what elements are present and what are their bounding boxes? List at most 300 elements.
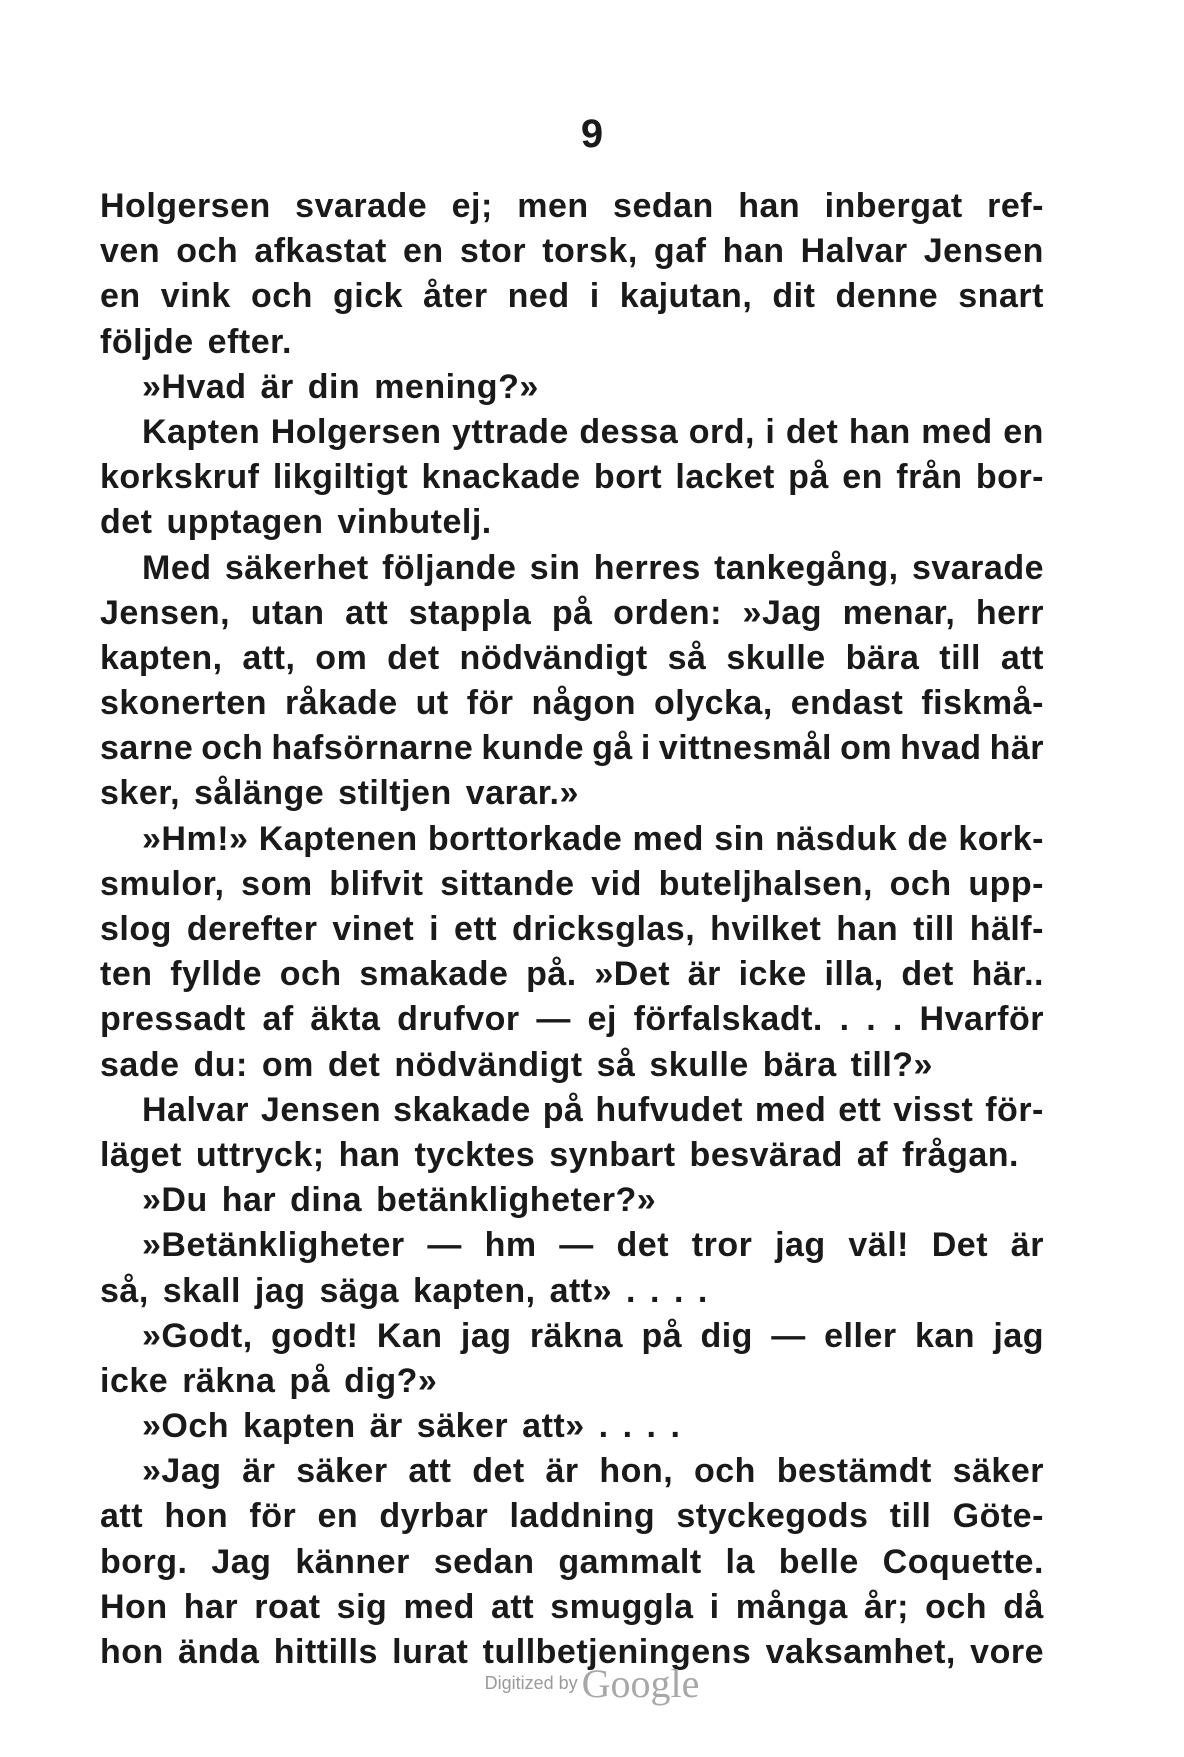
word: olycka, [653, 684, 773, 723]
word: kork- [958, 819, 1044, 858]
word: gaf [653, 232, 707, 271]
word: kajutan, [619, 277, 753, 316]
word: känner [295, 1542, 410, 1581]
word: ej [587, 1000, 617, 1039]
word: sig [336, 1587, 388, 1626]
word: på [788, 458, 829, 497]
word: en [100, 277, 141, 316]
word: slog [100, 910, 172, 948]
word: »Jag [742, 593, 823, 632]
text-line [100, 1404, 1044, 1449]
word: om [840, 729, 893, 768]
word: . [697, 1271, 708, 1310]
word: så [667, 638, 707, 677]
word: herres [593, 548, 701, 587]
word: i [765, 412, 776, 451]
digitized-watermark [0, 1660, 1184, 1707]
word: år; [863, 1587, 909, 1626]
word: med [632, 819, 704, 858]
word: är [545, 1452, 579, 1491]
word: vid [591, 864, 642, 903]
word: säker [296, 1452, 388, 1491]
word: tullbetjeningens [482, 1633, 752, 1671]
word: efter. [207, 322, 292, 361]
word: säker [952, 1452, 1044, 1491]
word: stiltjen [338, 774, 452, 813]
word: sarne [100, 729, 194, 768]
word: »Och [142, 1407, 230, 1446]
word: säker [416, 1407, 509, 1446]
text-line [100, 1043, 1044, 1088]
word: sedan [433, 1542, 535, 1581]
word: det [387, 638, 440, 677]
word: säkerhet [224, 548, 369, 587]
word: vittnesmål [658, 729, 833, 768]
word: illa, [824, 955, 884, 994]
word: ten [100, 955, 153, 994]
word: belle [778, 1542, 859, 1581]
word: och [250, 277, 313, 316]
word: icke [100, 1361, 169, 1400]
word: äkta [310, 1000, 381, 1039]
word: dig?» [344, 1361, 438, 1400]
word: dyrbar [379, 1497, 489, 1536]
word: vinet [332, 910, 415, 948]
word: är [260, 367, 294, 406]
text-line [100, 546, 1044, 591]
word: gå [592, 729, 633, 768]
word: i [429, 910, 440, 948]
word: . [626, 1271, 636, 1310]
word: . [649, 1271, 660, 1310]
word: ej; [451, 187, 493, 225]
word: skakade [393, 1090, 531, 1129]
body-text [100, 184, 1044, 1675]
text-line [100, 1133, 1044, 1178]
word: det [785, 412, 839, 451]
word: skulle [726, 638, 826, 677]
word: om [315, 638, 368, 677]
word: han [338, 1135, 401, 1174]
word: kapten [243, 1407, 356, 1446]
word: förfalskadt. [633, 1000, 823, 1039]
word: råkade [284, 684, 398, 723]
text-line [100, 410, 1044, 455]
text-line [100, 681, 1044, 726]
text-line [100, 1269, 1044, 1314]
word: torsk, [542, 232, 638, 271]
word: bära [845, 638, 920, 677]
word: jag [993, 1316, 1044, 1355]
word: — [559, 1226, 594, 1265]
word: eller [824, 1316, 897, 1355]
word: — [427, 1226, 462, 1265]
word: menar, [842, 593, 956, 632]
word: yttrade [451, 412, 569, 451]
text-line [100, 1540, 1044, 1585]
word: följande [382, 548, 517, 587]
word: till [889, 1497, 932, 1536]
word: tycktes [414, 1135, 536, 1174]
word: »Du [142, 1181, 208, 1220]
word: på [641, 1316, 683, 1355]
word: borttorkade [427, 819, 623, 858]
word: besvärad [689, 1135, 843, 1174]
word: det [100, 503, 153, 542]
word: på [542, 1090, 584, 1129]
word: ven [100, 232, 161, 271]
word: han [738, 187, 801, 225]
word: har [221, 1181, 277, 1220]
word: din [307, 367, 361, 406]
word: derefter [186, 910, 318, 948]
text-line [100, 320, 1044, 365]
word: här [989, 729, 1044, 768]
word: endast [790, 684, 904, 723]
word: dessa [579, 412, 679, 451]
word: gick [333, 277, 404, 316]
word: vink [160, 277, 231, 316]
word: Holgersen [270, 412, 442, 451]
word: läget [100, 1135, 182, 1174]
word: Holgersen [100, 187, 271, 225]
word: likgiltigt [272, 458, 409, 497]
word: styckegods [676, 1497, 869, 1536]
word: så, [100, 1271, 149, 1310]
word: med [921, 412, 993, 451]
word: det [472, 1452, 525, 1491]
word: frågan. [902, 1135, 1019, 1174]
word: upptagen [166, 503, 324, 542]
word: att, [242, 638, 296, 677]
word: »Det [594, 955, 671, 994]
word: säga [319, 1271, 400, 1310]
word: sker, [100, 774, 181, 813]
word: och [925, 1587, 988, 1626]
word: att» [549, 1271, 613, 1310]
word: det [901, 955, 954, 994]
word: här.. [971, 955, 1044, 994]
word: hufvudet [595, 1090, 743, 1129]
word: laddning [509, 1497, 656, 1536]
word: Jag [211, 1542, 272, 1581]
word: snart [958, 277, 1044, 316]
word: dricksglas, [512, 910, 696, 948]
word: knackade [421, 458, 581, 497]
word: dit [772, 277, 816, 316]
word: han [722, 232, 785, 271]
word: nödvändigt [394, 1045, 583, 1084]
word: från [896, 458, 963, 497]
word: af [856, 1135, 889, 1174]
word: ned [507, 277, 570, 316]
word: visst [893, 1090, 974, 1129]
word: en [842, 458, 883, 497]
word: Jensen [923, 232, 1044, 271]
text-line [100, 274, 1044, 319]
google-logo: Google [581, 1661, 700, 1706]
text-line [100, 1359, 1044, 1404]
word: godt! [271, 1316, 359, 1355]
text-line [100, 455, 1044, 500]
word: vaksamhet, [765, 1633, 956, 1671]
text-line [100, 726, 1044, 771]
word: svarade [295, 187, 428, 225]
word: Halvar [142, 1090, 249, 1129]
word: . [646, 1407, 657, 1446]
word: någon [531, 684, 636, 723]
word: då [1003, 1587, 1044, 1626]
word: med [403, 1587, 475, 1626]
word: och [176, 232, 239, 271]
text-line [100, 365, 1044, 410]
word: och [279, 955, 342, 994]
word: skall [162, 1271, 241, 1310]
word: en [402, 232, 444, 271]
word: Coquette. [882, 1542, 1044, 1581]
word: uttryck; [195, 1135, 325, 1174]
word: i [709, 1587, 720, 1626]
word: . [598, 1407, 609, 1446]
word: Kan [376, 1316, 443, 1355]
word: som [241, 864, 313, 903]
word: . [839, 1000, 850, 1039]
word: smakade [359, 955, 509, 994]
text-line [100, 1585, 1044, 1630]
text-line [100, 1088, 1044, 1133]
word: . [866, 1000, 877, 1039]
word: sin [714, 819, 765, 858]
word: . [622, 1407, 633, 1446]
word: sin [529, 548, 581, 587]
word: är [687, 955, 721, 994]
word: sålänge [194, 774, 325, 813]
word: ref- [987, 187, 1044, 225]
word: att [345, 593, 389, 632]
word: buteljhalsen, [658, 864, 873, 903]
word: i [640, 729, 651, 768]
word: korkskruf [100, 458, 260, 497]
word: smuggla [550, 1587, 694, 1626]
digitized-label: Digitized by [484, 1673, 578, 1693]
text-line [100, 1449, 1044, 1494]
word: och [201, 729, 264, 768]
word: du: [193, 1045, 248, 1084]
word: »Hm!» [142, 819, 249, 858]
word: Hon [100, 1587, 168, 1626]
word: — [536, 1000, 571, 1039]
word: . [673, 1271, 684, 1310]
word: att» [522, 1407, 585, 1446]
word: och [693, 1452, 756, 1491]
word: för [249, 1497, 297, 1536]
page-number: 9 [580, 112, 604, 156]
word: — [771, 1316, 806, 1355]
word: Jensen [260, 1090, 382, 1129]
word: inbergat [824, 187, 963, 225]
text-line [100, 184, 1044, 229]
word: Göte- [952, 1497, 1044, 1536]
word: hon [100, 1633, 164, 1671]
word: betänkligheter?» [376, 1181, 657, 1220]
word: till?» [850, 1045, 933, 1084]
word: smulor, [100, 864, 225, 903]
word: de [907, 819, 949, 858]
word: följde [100, 322, 194, 361]
word: stor [459, 232, 527, 271]
word: orden: [613, 593, 722, 632]
word: jag [254, 1271, 306, 1310]
word: hvilket [710, 910, 822, 948]
word: bort [593, 458, 663, 497]
word: pressadt [100, 1000, 246, 1039]
word: upp- [968, 864, 1044, 903]
word: fiskmå- [921, 684, 1044, 723]
word: ett [454, 910, 498, 948]
word: blifvit [329, 864, 424, 903]
word: bära [762, 1045, 837, 1084]
word: hon [164, 1497, 229, 1536]
word: jag [775, 1226, 826, 1265]
word: . [670, 1407, 681, 1446]
text-line [100, 500, 1044, 545]
word: svarade [911, 548, 1044, 587]
word: tankegång, [714, 548, 899, 587]
word: Kapten [142, 412, 261, 451]
word: en [1003, 412, 1044, 451]
word: Det [931, 1226, 989, 1265]
word: »Betänkligheter [142, 1226, 405, 1265]
word: han [848, 412, 911, 451]
word: att [408, 1452, 452, 1491]
word: till [939, 638, 981, 677]
word: drufvor [397, 1000, 520, 1039]
word: Hvarför [919, 1000, 1044, 1039]
word: sedan [613, 187, 714, 225]
word: borg. [100, 1542, 188, 1581]
word: gammalt [558, 1542, 702, 1581]
text-line [100, 591, 1044, 636]
text-line [100, 1178, 1044, 1223]
word: näsduk [775, 819, 898, 858]
word: är [369, 1407, 403, 1446]
word: herr [975, 593, 1044, 632]
word: en [317, 1497, 359, 1536]
word: sade [100, 1045, 180, 1084]
word: vinbutelj. [337, 503, 492, 542]
word: tror [691, 1226, 753, 1265]
word: är [1010, 1226, 1044, 1265]
word: kunde [481, 729, 584, 768]
word: ord, [688, 412, 755, 451]
word: många [735, 1587, 848, 1626]
text-line [100, 771, 1044, 816]
word: »Hvad [142, 367, 247, 406]
word: lurat [392, 1633, 469, 1671]
word: på. [526, 955, 577, 994]
word: . [892, 1000, 903, 1039]
word: »Jag [142, 1452, 222, 1491]
word: och [889, 864, 952, 903]
word: ett [838, 1090, 882, 1129]
word: med [754, 1090, 827, 1129]
text-line [100, 636, 1044, 681]
word: »Godt, [142, 1316, 253, 1355]
word: är [242, 1452, 276, 1491]
text-line [100, 1223, 1044, 1268]
word: Halvar [800, 232, 908, 271]
word: dina [290, 1181, 363, 1220]
word: stappla [408, 593, 532, 632]
word: ända [178, 1633, 260, 1671]
word: kapten, [100, 638, 223, 677]
word: hafsörnarne [271, 729, 474, 768]
word: Med [142, 548, 212, 587]
word: fyllde [170, 955, 262, 994]
word: ut [415, 684, 449, 723]
word: väl! [848, 1226, 910, 1265]
word: hälf- [969, 910, 1044, 948]
word: om [261, 1045, 314, 1084]
text-line [100, 862, 1044, 907]
text-line [100, 229, 1044, 274]
word: räkna [182, 1361, 276, 1400]
text-line [100, 1494, 1044, 1539]
word: synbart [549, 1135, 676, 1174]
word: mening?» [374, 367, 539, 406]
word: skonerten [100, 684, 267, 723]
word: åter [423, 277, 488, 316]
word: att [1000, 638, 1044, 677]
word: hm [484, 1226, 537, 1265]
word: hittills [273, 1633, 378, 1671]
word: hon, [599, 1452, 674, 1491]
word: af [262, 1000, 294, 1039]
word: men [517, 187, 589, 225]
word: roat [254, 1587, 321, 1626]
text-line [100, 997, 1044, 1042]
word: kan [914, 1316, 976, 1355]
text-line [100, 817, 1044, 862]
text-line [100, 1314, 1044, 1359]
word: vore [970, 1633, 1044, 1671]
word: Kaptenen [258, 819, 418, 858]
word: hvad [900, 729, 982, 768]
word: räkna [529, 1316, 624, 1355]
text-line [100, 907, 1044, 952]
word: på [289, 1361, 331, 1400]
word: utan [250, 593, 325, 632]
word: skulle [649, 1045, 749, 1084]
word: på [551, 593, 593, 632]
word: det [616, 1226, 670, 1265]
word: sittande [440, 864, 575, 903]
word: varar.» [465, 774, 579, 813]
word: la [725, 1542, 755, 1581]
text-line [100, 952, 1044, 997]
word: dig [700, 1316, 753, 1355]
word: till [913, 910, 955, 948]
word: bor- [975, 458, 1044, 497]
word: för- [985, 1090, 1044, 1129]
word: i [589, 277, 600, 316]
word: jag [460, 1316, 512, 1355]
word: lacket [675, 458, 775, 497]
word: att [491, 1587, 535, 1626]
word: denne [835, 277, 939, 316]
word: bestämdt [776, 1452, 932, 1491]
word: för [466, 684, 514, 723]
